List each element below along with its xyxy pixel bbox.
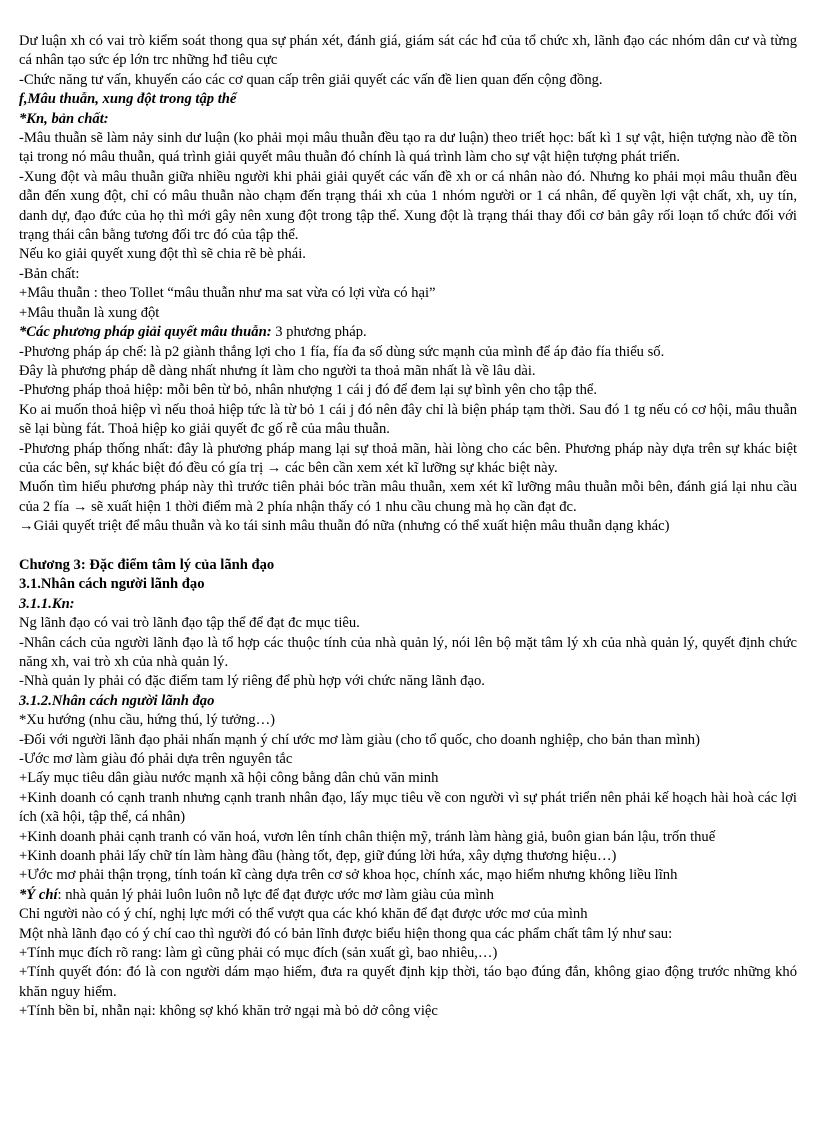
paragraph-lead: *Các phương pháp giải quyết mâu thuẫn: [19, 324, 272, 341]
paragraph [19, 323, 797, 342]
paragraph: +Mâu thuẫn là xung đột [19, 304, 160, 321]
paragraph: +Lấy mục tiêu dân giàu nước mạnh xã hội công bằng dân chủ văn minh [19, 770, 439, 787]
chapter-heading: Chương 3: Đặc điểm tâm lý của lãnh đạo [19, 556, 275, 573]
paragraph: Dư luận xh có vai trò kiểm soát thong qua sự phán xét, đánh giá, giám sát các hđ của tổ chức xh, lãnh đạo các nhóm dân cư và từng cá nhân tạo sức ép lớn trc những hđ tiêu cực [19, 33, 797, 69]
paragraph: →Giải quyết triệt để mâu thuẫn và ko tái sinh mâu thuẫn đó nữa (nhưng có thể xuất hiện mâu thuẫn dạng khác) [19, 518, 670, 535]
paragraph [19, 886, 797, 905]
paragraph: -Phương pháp áp chế: là p2 giành thắng lợi cho 1 fía, fía đa số dùng sức mạnh của mình để áp đảo fía thiểu số. [19, 343, 665, 360]
paragraph: +Tính quyết đón: đó là con người dám mạo hiểm, đưa ra quyết định kịp thời, táo bạo đúng đắn, không giao động trước những khó khăn nguy hiểm. [19, 964, 797, 1000]
paragraph: +Ước mơ phải thận trọng, tính toán kĩ càng dựa trên cơ sở khoa học, chính xác, mạo hiểm nhưng không liều lĩnh [19, 867, 678, 884]
paragraph-text: 3 phương pháp. [271, 324, 367, 341]
section-heading: 3.1.2.Nhân cách người lãnh đạo [19, 692, 215, 709]
paragraph: -Chức năng tư vấn, khuyến cáo các cơ quan cấp trên giải quyết các vấn đề lien quan đến cộng đồng. [19, 71, 603, 88]
paragraph: -Phương pháp thống nhất: đây là phương pháp mang lại sự thoả mãn, hài lòng cho các bên. Phương pháp này dựa trên sự khác biệt của các bên, sự khác biệt đó đều có gía trị → các bên cần xem xét kĩ lưỡng sự khác biệt này. [19, 440, 797, 476]
section-heading: f,Mâu thuẫn, xung đột trong tập thể [19, 91, 237, 108]
paragraph-text: : nhà quản lý phải luôn luôn nỗ lực để đạt được ước mơ làm giàu của mình [57, 886, 494, 903]
paragraph: Một nhà lãnh đạo có ý chí cao thì người đó có bản lĩnh được biểu hiện thong qua các phẩm chất tâm lý như sau: [19, 925, 673, 942]
section-heading: 3.1.1.Kn: [19, 595, 75, 612]
paragraph: -Đối với người lãnh đạo phải nhấn mạnh ý chí ước mơ làm giàu (cho tổ quốc, cho doanh nghiệp, cho bản than mình) [19, 731, 700, 748]
paragraph: +Kinh doanh phải lấy chữ tín làm hàng đầu (hàng tốt, đẹp, giữ đúng lời hứa, xây dựng thương hiệu…) [19, 848, 617, 865]
paragraph: -Bản chất: [19, 265, 80, 282]
paragraph: Ng lãnh đạo có vai trò lãnh đạo tập thể để đạt đc mục tiêu. [19, 615, 360, 632]
paragraph: Ko ai muốn thoả hiệp vì nếu thoả hiệp tức là từ bỏ 1 cái j đó nên đây chỉ là biện pháp tạm thời. Sau đó 1 tg nếu có cơ hội, mâu thuẫn sẽ lại bùng fát. Thoả hiệp ko giải quyết đc gố rễ của mâu thuẫn. [19, 401, 797, 438]
paragraph: Nếu ko giải quyết xung đột thì sẽ chia rẽ bè phái. [19, 246, 306, 263]
section-heading: *Kn, bản chất: [19, 110, 109, 127]
paragraph: +Mâu thuẫn : theo Tollet “mâu thuẫn như ma sat vừa có lợi vừa có hại” [19, 285, 436, 302]
paragraph: -Nhân cách của người lãnh đạo là tổ hợp các thuộc tính của nhà quản lý, nói lên bộ mặt tâm lý xh của nhà quản lý, quyết định chức năng xh, vai trò xh của nhà quản lý. [19, 634, 797, 670]
paragraph: -Ước mơ làm giàu đó phải dựa trên nguyên tắc [19, 751, 293, 768]
paragraph-lead: *Ý chí [19, 886, 58, 903]
paragraph: +Kinh doanh có cạnh tranh nhưng cạnh tranh nhân đạo, lấy mục tiêu về con người vì sự phát triển nên phải kế hoạch hài hoà các lợi ích (xã hội, tập thể, cá nhân) [19, 789, 797, 826]
paragraph: +Kinh doanh phải cạnh tranh có văn hoá, vươn lên tính chân thiện mỹ, tránh làm hàng giả, buôn gian bán lậu, trốn thuế [19, 828, 716, 845]
paragraph: +Tính mục đích rõ rang: làm gì cũng phải có mục đích (sản xuất gì, bao nhiêu,…) [19, 945, 498, 962]
paragraph: -Xung đột và mâu thuẫn giữa nhiều người khi phải giải quyết các vấn đề xh or cá nhân nào đó. Nhưng ko phải mọi mâu thuẫn đều dẫn đến xung đột, chỉ có mâu thuẫn nào chạm đến trạng thái xh của 1 nhóm người or 1 cá nhân, đế quyền lợi vật chất, xh, uy tín, danh dự, đạo đức của họ thì mới gây nên xung đột trong tập thể. Xung đột là trạng thái thay đổi cơ bản gây rối loạn tổ chức đối với trạng thái cân bằng tương đối trc đó của tập thể. [19, 168, 797, 244]
paragraph: *Xu hướng (nhu cầu, hứng thú, lý tưởng…) [19, 712, 276, 729]
blank-line [19, 537, 797, 556]
chapter-heading: 3.1.Nhân cách người lãnh đạo [19, 576, 205, 593]
paragraph: -Phương pháp thoả hiệp: mỗi bên từ bỏ, nhân nhượng 1 cái j đó để đem lại sự bình yên cho tập thể. [19, 382, 598, 399]
paragraph: -Nhà quản ly phải có đặc điểm tam lý riêng để phù hợp với chức năng lãnh đạo. [19, 673, 485, 690]
document-page [19, 32, 797, 1022]
paragraph: Đây là phương pháp dễ dàng nhất nhưng ít làm cho người ta thoả mãn nhất là về lâu dài. [19, 362, 536, 379]
paragraph: -Mâu thuẫn sẽ làm nảy sinh dư luận (ko phải mọi mâu thuẫn đều tạo ra dư luận) theo triết học: bất kì 1 sự vật, hiện tượng nào đề tồn tại trong nó mâu thuẫn, quá trình giải quyết mâu thuẫn đó chính là quá trình làm cho sự vật hiện tượng phát triển. [19, 130, 797, 166]
paragraph: +Tính bền bỉ, nhẫn nại: không sợ khó khăn trở ngại mà bỏ dở công việc [19, 1003, 438, 1020]
paragraph: Chỉ người nào có ý chí, nghị lực mới có thể vượt qua các khó khăn để đạt được ước mơ của mình [19, 906, 588, 923]
paragraph: Muốn tìm hiểu phương pháp này thì trước tiên phải bóc trần mâu thuẫn, xem xét kĩ lưỡng mâu thuẫn mỗi bên, đánh giá lại nhu cầu của 2 fía → sẽ xuất hiện 1 thời điểm mà 2 phía nhận thấy có 1 nhu cầu chung mà họ cần đạt đc. [19, 479, 797, 515]
